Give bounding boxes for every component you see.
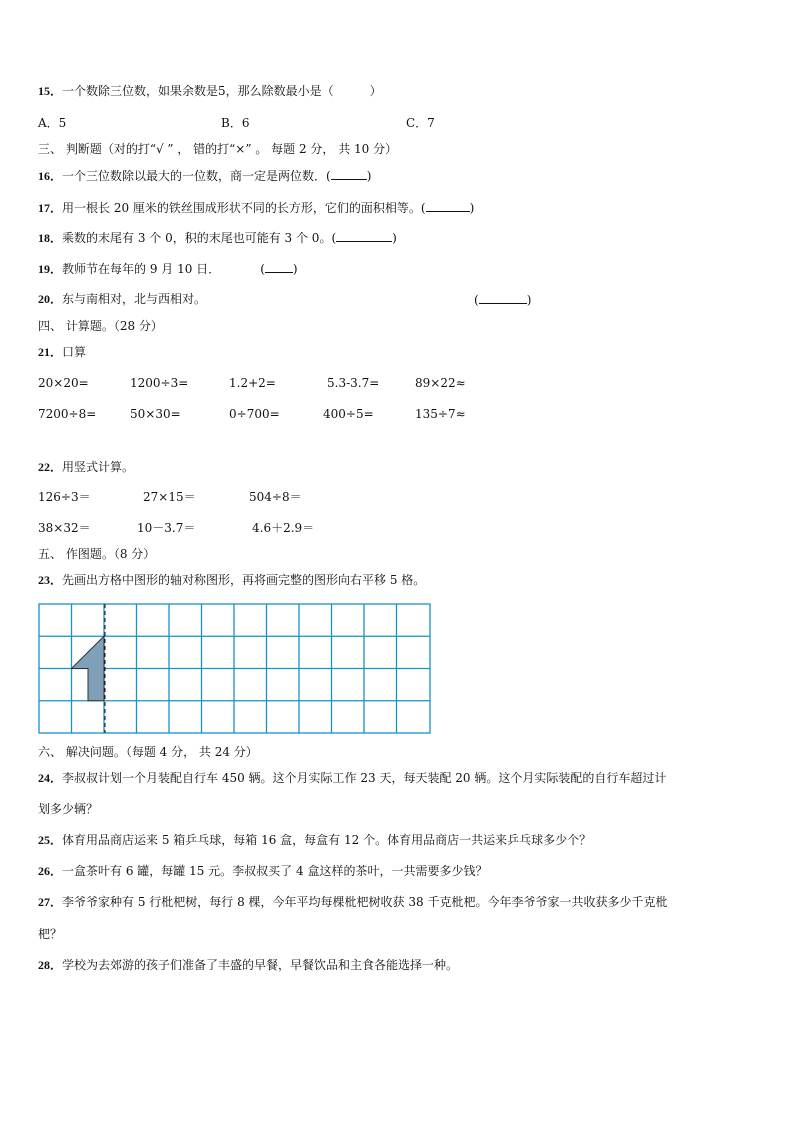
vertical-problem: 126÷3＝ [38,490,91,504]
question-24-continued: 划多少辆？ [38,802,99,816]
question-number: 25． [38,833,63,847]
question-25 [38,833,591,847]
vertical-problem: 504÷8＝ [249,490,302,504]
vertical-problem: 27×15＝ [143,490,196,504]
question-number: 28． [38,958,63,972]
question-17: 17．用一根长 20 厘米的铁丝围成形状不同的长方形，它们的面积相等。( ) [38,201,475,215]
question-number: 23． [38,573,63,587]
answer-blank[interactable] [336,230,392,242]
vertical-problem: 4.6＋2.9＝ [252,521,315,535]
question-text: 口算 [62,345,87,359]
given-shape [72,636,105,701]
question-28 [38,958,458,972]
oral-problem: 1.2+2= [229,376,276,390]
oral-problem: 50×30= [130,407,181,421]
question-number: 27． [38,895,63,909]
question-26 [38,864,487,878]
question-text: 乘数的末尾有 3 个 0，积的末尾也可能有 3 个 0。 [62,231,332,245]
drawing-grid [38,603,432,735]
question-text: 一个数除三位数，如果余数是5，那么除数最小是（ ） [62,84,382,98]
question-number: 24． [38,771,63,785]
section-heading-drawing: 五、 作图题。（8 分） [38,547,156,561]
oral-problem: 5.3-3.7= [327,376,380,390]
answer-blank[interactable] [426,200,470,212]
oral-problem: 0÷700= [229,407,280,421]
answer-blank[interactable] [479,292,527,304]
question-number: 16． [38,169,63,183]
question-20 [38,292,206,306]
question-number: 20． [38,292,63,306]
oral-problem: 135÷7≈ [415,407,466,421]
vertical-problem: 10－3.7＝ [137,521,196,535]
option-a: A．5 [38,116,67,130]
question-text: 学校为去郊游的孩子们准备了丰盛的早餐，早餐饮品和主食各能选择一种。 [62,958,459,972]
answer-blank[interactable] [331,168,367,180]
question-text: 用一根长 20 厘米的铁丝围成形状不同的长方形，它们的面积相等。 [62,201,421,215]
question-number: 18． [38,231,63,245]
question-16: 16．一个三位数除以最大的一位数，商一定是两位数．( ) [38,169,372,183]
question-number: 15． [38,84,63,98]
question-text: 东与南相对，北与西相对。 [62,292,207,306]
oral-problem: 7200÷8= [38,407,97,421]
question-text: 李爷爷家种有 5 行枇杷树，每行 8 棵，今年平均每棵枇杷树收获 38 千克枇杷。今年李爷爷家一共收获多少千克枇 [62,895,668,909]
question-21 [38,345,86,359]
question-19: 19．教师节在每年的 9 月 10 日． ( ) [38,262,298,276]
question-number: 26． [38,864,63,878]
question-number: 22． [38,460,63,474]
vertical-problem: 38×32＝ [38,521,91,535]
question-text: 体育用品商店运来 5 箱乒乓球，每箱 16 盒，每盒有 12 个。体育用品商店一共运来乒乓球多少个？ [62,833,592,847]
option-c: C．7 [406,116,435,130]
oral-problem: 1200÷3= [130,376,189,390]
section-heading-word-problems: 六、 解决问题。（每题 4 分， 共 24 分） [38,745,258,759]
oral-problem: 400÷5= [323,407,374,421]
question-number: 21． [38,345,63,359]
section-heading-judgment: 三、 判断题（对的打“√ ” ， 错的打“×” 。 每题 2 分， 共 10 分） [38,142,398,156]
answer-paren: ( ) [474,293,532,307]
question-number: 19． [38,262,63,276]
question-text: 一个三位数除以最大的一位数，商一定是两位数． [62,169,327,183]
question-text: 先画出方格中图形的轴对称图形，再将画完整的图形向右平移 5 格。 [62,573,426,587]
question-text: 用竖式计算。 [62,460,135,474]
question-text: 教师节在每年的 9 月 10 日． [62,262,221,276]
question-24 [38,771,666,785]
option-b: B．6 [221,116,250,130]
answer-blank[interactable] [265,261,293,273]
oral-problem: 89×22≈ [415,376,466,390]
question-23 [38,573,425,587]
question-18: 18．乘数的末尾有 3 个 0，积的末尾也可能有 3 个 0。( ) [38,231,397,245]
question-number: 17． [38,201,63,215]
question-text: 李叔叔计划一个月装配自行车 450 辆。这个月实际工作 23 天，每天装配 20 辆。这个月实际装配的自行车超过计 [62,771,667,785]
question-27-continued: 杷？ [38,927,63,941]
question-22 [38,460,134,474]
question-27 [38,895,667,909]
oral-problem: 20×20= [38,376,89,390]
question-15 [38,84,382,98]
section-heading-calculation: 四、 计算题。（28 分） [38,319,163,333]
question-text: 一盒茶叶有 6 罐，每罐 15 元。李叔叔买了 4 盒这样的茶叶，一共需要多少钱？ [62,864,488,878]
